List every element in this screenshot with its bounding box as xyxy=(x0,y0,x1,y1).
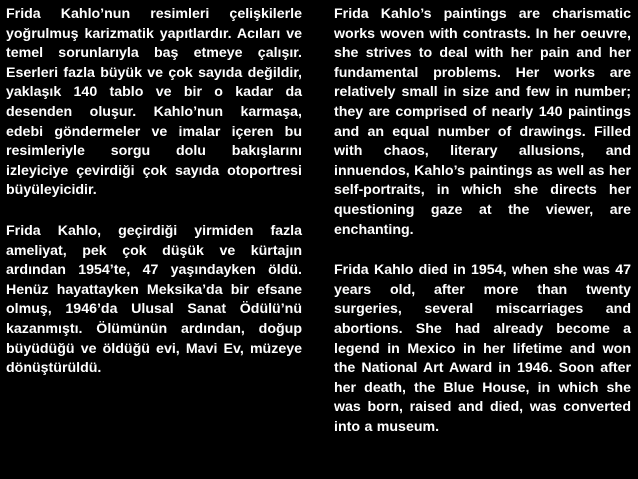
english-paragraph-works: Frida Kahlo’s paintings are charismatic works woven with contrasts. In her oeuvre, she strives to deal with her pain and her fundamental problems. Her works are relatively small in size and few in number; they are comprised of nearly 140 paintings and an equal number of drawings. Filled with chaos, literary allusions, and innuendos, Kahlo’s paintings as well as her self-portraits, in which she directs her questioning gaze at the viewer, are enchanting. xyxy=(334,6,631,238)
english-paragraph-death: Frida Kahlo died in 1954, when she was 47 years old, after more than twenty surgeries, several miscarriages and abortions. She had already become a legend in Mexico in her lifetime and won the National Art Award in 1946. Soon after her death, the Blue House, in which she was born, raised and died, was converted into a museum. xyxy=(334,262,631,435)
turkish-paragraph-works: Frida Kahlo’nun resimleri çelişkilerle yoğrulmuş karizmatik yapıtlardır. Acıları ve temel sorunlarıyla baş etmeye çalışır. Eserleri fazla büyük ve çok sayıda değildir, yaklaşık 140 tablo ve bir o kadar da desenden oluşur. Kahlo’nun karmaşa, edebi göndermeler ve imalar içeren bu resimleriyle sorgu dolu bakışlarını izleyiciye çevirdiği çok sayıda otoportresi büyüleyicidir. xyxy=(6,6,302,199)
turkish-text-column xyxy=(6,5,302,379)
turkish-paragraph-death: Frida Kahlo, geçirdiği yirmiden fazla ameliyat, pek çok düşük ve kürtajın ardından 1954’te, 47 yaşındayken öldü. Henüz hayattayken Meksika’da bir efsane olmuş, 1946’da Ulusal Sanat Ödülü’nü kazanmıştı. Ölümünün ardından, doğup büyüdüğü ve öldüğü evi, Mavi Ev, müzeye dönüştürüldü. xyxy=(6,222,302,377)
english-text-column xyxy=(334,5,631,437)
